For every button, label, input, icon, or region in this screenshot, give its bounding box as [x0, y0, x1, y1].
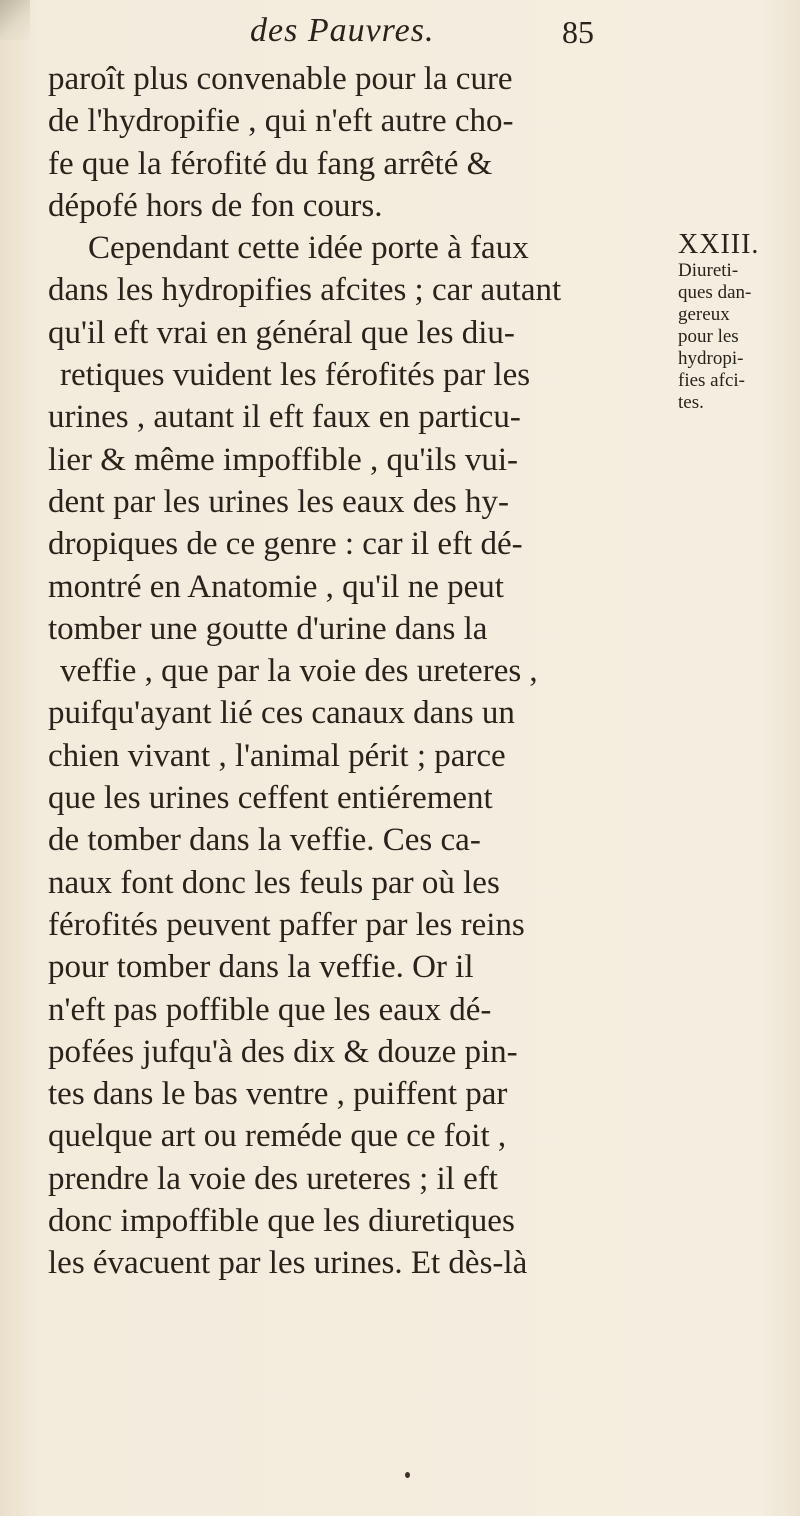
text-line: urines , autant il eft faux en particu-: [48, 399, 521, 436]
marginal-note-line: tes.: [678, 392, 704, 413]
text-line: montré en Anatomie , qu'il ne peut: [48, 568, 504, 605]
page-corner-shadow: [0, 0, 30, 40]
text-line: que les urines ceffent entiérement: [48, 780, 493, 817]
ink-speck: [405, 1472, 410, 1478]
text-line: qu'il eft vrai en général que les diu-: [48, 314, 515, 351]
text-line: les évacuent par les urines. Et dès-là: [48, 1245, 528, 1282]
body-text: [48, 58, 668, 1285]
text-line: quelque art ou reméde que ce foit ,: [48, 1118, 507, 1155]
text-line: n'eft pas poffible que les eaux dé-: [48, 991, 492, 1028]
text-line: pour tomber dans la veffie. Or il: [48, 949, 474, 986]
text-line: Cependant cette idée porte à faux: [88, 230, 529, 267]
text-line: veffie , que par la voie des ureteres ,: [60, 653, 538, 690]
text-line: de l'hydropifie , qui n'eft autre cho-: [48, 103, 514, 140]
text-line: dépofé hors de fon cours.: [48, 187, 383, 224]
marginal-note-line: Diureti-: [678, 260, 739, 281]
text-line: de tomber dans la veffie. Ces ca-: [48, 822, 481, 859]
running-title: des Pauvres.: [250, 12, 435, 49]
page-header: [250, 12, 610, 62]
marginal-note-line: ques dan-: [678, 282, 752, 303]
text-line: dans les hydropifies afcites ; car autant: [48, 272, 562, 309]
marginal-note-line: hydropi-: [678, 348, 744, 369]
marginal-note-line: fies afci-: [678, 370, 745, 391]
page-number: 85: [562, 14, 594, 50]
text-line: férofités peuvent paffer par les reins: [48, 906, 525, 943]
marginal-note-line: gereux: [678, 304, 730, 325]
text-line: retiques vuident les férofités par les: [60, 357, 531, 394]
text-line: puifqu'ayant lié ces canaux dans un: [48, 695, 515, 732]
text-line: pofées jufqu'à des dix & douze pin-: [48, 1033, 518, 1070]
text-line: dropiques de ce genre : car il eft dé-: [48, 526, 523, 563]
marginal-note-line: pour les: [678, 326, 739, 347]
text-line: tes dans le bas ventre , puiffent par: [48, 1076, 508, 1113]
text-line: fe que la férofité du fang arrêté &: [48, 145, 493, 182]
marginal-note: [678, 230, 796, 414]
text-line: tomber une goutte d'urine dans la: [48, 610, 488, 647]
text-line: paroît plus convenable pour la cure: [48, 61, 513, 97]
text-line: dent par les urines les eaux des hy-: [48, 483, 509, 520]
text-line: lier & même impoffible , qu'ils vui-: [48, 441, 519, 478]
text-line: naux font donc les feuls par où les: [48, 864, 500, 901]
text-line: chien vivant , l'animal périt ; parce: [48, 737, 506, 774]
text-line: donc impoffible que les diuretiques: [48, 1203, 515, 1240]
text-line: prendre la voie des ureteres ; il eft: [48, 1160, 498, 1197]
section-marker: XXIII.: [678, 229, 760, 260]
